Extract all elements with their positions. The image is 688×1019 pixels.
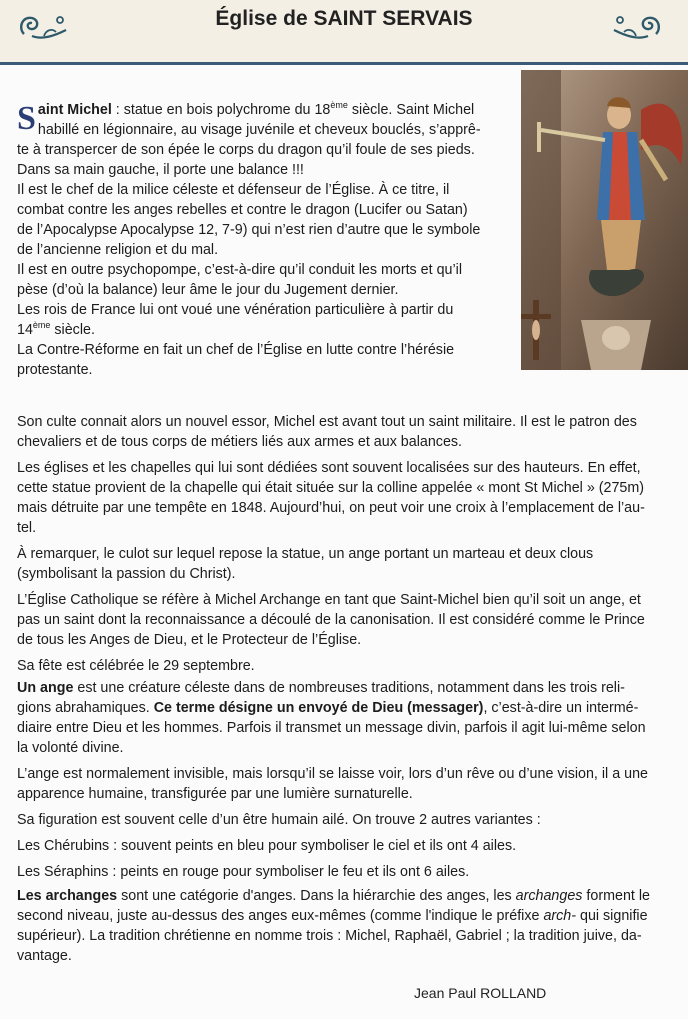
term-archanges: Les archanges — [17, 888, 118, 904]
text-line: Les archanges sont une catégorie d'anges. Dans la hiérarchie des anges, les archanges forment le — [17, 888, 650, 904]
text-line: L’ange est normalement invisible, mais lorsqu’il se laisse voir, lors d’un rêve ou d’une vision, il a une — [17, 766, 648, 782]
text-line: habillé en légionnaire, au visage juvénile et cheveux bouclés, s’apprê- — [37, 122, 481, 138]
text-line: Les rois de France lui ont voué une vénération particulière à partir du — [17, 302, 454, 318]
scroll-ornament-icon — [610, 6, 666, 46]
paragraph-archanges — [17, 886, 650, 966]
text-line: diaire entre Dieu et les hommes. Parfois il transmet un message divin, parfois il agit lui-même selon — [17, 720, 646, 736]
text-line: cette statue provient de la chapelle qui était située sur la colline appelée « mont St Michel » (275m) — [17, 480, 645, 496]
header-divider — [0, 62, 688, 65]
text-line: L’Église Catholique se réfère à Michel Archange en tant que Saint-Michel bien qu’il soit un ange, et — [17, 592, 641, 608]
author-signature: Jean Paul ROLLAND — [414, 985, 547, 1001]
text-line: second niveau, juste au-dessus des anges eux-mêmes (comme l'indique le préfixe arch- qui signifie — [17, 908, 648, 924]
text-line: Sa figuration est souvent celle d’un être humain ailé. On trouve 2 autres variantes : — [17, 812, 541, 828]
text-line: mais détruite par une tempête en 1848. Aujourd’hui, on peut voir une croix à l’emplacement de l’au- — [17, 500, 645, 516]
text-line: Les Chérubins : souvent peints en bleu pour symboliser le ciel et ils ont 4 ailes. — [17, 838, 517, 854]
subject-name: aint Michel — [37, 102, 112, 118]
text-line: tel. — [17, 520, 37, 536]
page-title: Église de SAINT SERVAIS — [215, 7, 473, 30]
text-line: (symbolisant la passion du Christ). — [17, 566, 236, 582]
text-line: combat contre les anges rebelles et contre le dragon (Lucifer ou Satan) — [17, 202, 468, 218]
text-line: la volonté divine. — [17, 740, 124, 756]
text-line: supérieur). La tradition chrétienne en nomme trois : Michel, Raphaël, Gabriel ; la tradition juive, da- — [17, 928, 642, 944]
text-line: aint Michel : statue en bois polychrome du 18ème siècle. Saint Michel — [37, 100, 475, 118]
text-line: Un ange est une créature céleste dans de nombreuses traditions, notamment dans les trois reli- — [17, 680, 625, 696]
paragraph-ange — [17, 678, 648, 882]
text-line: apparence humaine, transfigurée par une lumière surnaturelle. — [17, 786, 413, 802]
paragraph-saint-michel — [17, 100, 480, 380]
text-line: chevaliers et de tous corps de métiers liés aux armes et aux balances. — [17, 434, 463, 450]
text-line: Il est en outre psychopompe, c’est-à-dire qu’il conduit les morts et qu’il — [17, 262, 463, 278]
text-line: de tous les Anges de Dieu, et le Protecteur de l’Église. — [17, 632, 362, 648]
drop-cap: S — [17, 100, 36, 137]
text-line: protestante. — [17, 362, 93, 378]
text-line: vantage. — [17, 948, 72, 964]
definition-emphasis: Ce terme désigne un envoyé de Dieu (messager) — [153, 700, 484, 716]
text-line: Son culte connait alors un nouvel essor, Michel est avant tout un saint militaire. Il est le patron des — [17, 414, 637, 430]
statue-photo — [521, 70, 688, 370]
page-header — [0, 0, 688, 62]
text-line: Sa fête est célébrée le 29 septembre. — [17, 658, 255, 674]
text-line: La Contre-Réforme en fait un chef de l’Église en lutte contre l’hérésie — [17, 342, 455, 358]
text-line: te à transpercer de son épée le corps du dragon qu’il foule de ses pieds. — [17, 142, 475, 158]
text-line: gions abrahamiques. Ce terme désigne un envoyé de Dieu (messager), c’est-à-dire un intermé- — [17, 700, 639, 716]
text-line: 14ème siècle. — [17, 320, 95, 338]
text-line: À remarquer, le culot sur lequel repose la statue, un ange portant un marteau et deux clous — [17, 546, 594, 562]
text-line: Les églises et les chapelles qui lui sont dédiées sont souvent localisées sur des hauteurs. En effet, — [17, 460, 641, 476]
paragraph-culte — [17, 412, 645, 676]
text-line: pèse (d’où la balance) leur âme le jour du Jugement dernier. — [17, 282, 399, 298]
text-line: pas un saint dont la reconnaissance a découlé de la canonisation. Il est considéré comme le Prince — [17, 612, 645, 628]
term-ange: Un ange — [17, 680, 74, 696]
text-line: Les Séraphins : peints en rouge pour symboliser le feu et ils ont 6 ailes. — [17, 864, 470, 880]
text-line: Il est le chef de la milice céleste et défenseur de l’Église. À ce titre, il — [17, 182, 450, 198]
text-line: Dans sa main gauche, il porte une balance !!! — [17, 162, 304, 178]
text-line: de l’Apocalypse Apocalypse 12, 7-9) qui n’est rien d’autre que le symbole — [17, 222, 481, 238]
text-line: de l’ancienne religion et du mal. — [17, 242, 219, 258]
